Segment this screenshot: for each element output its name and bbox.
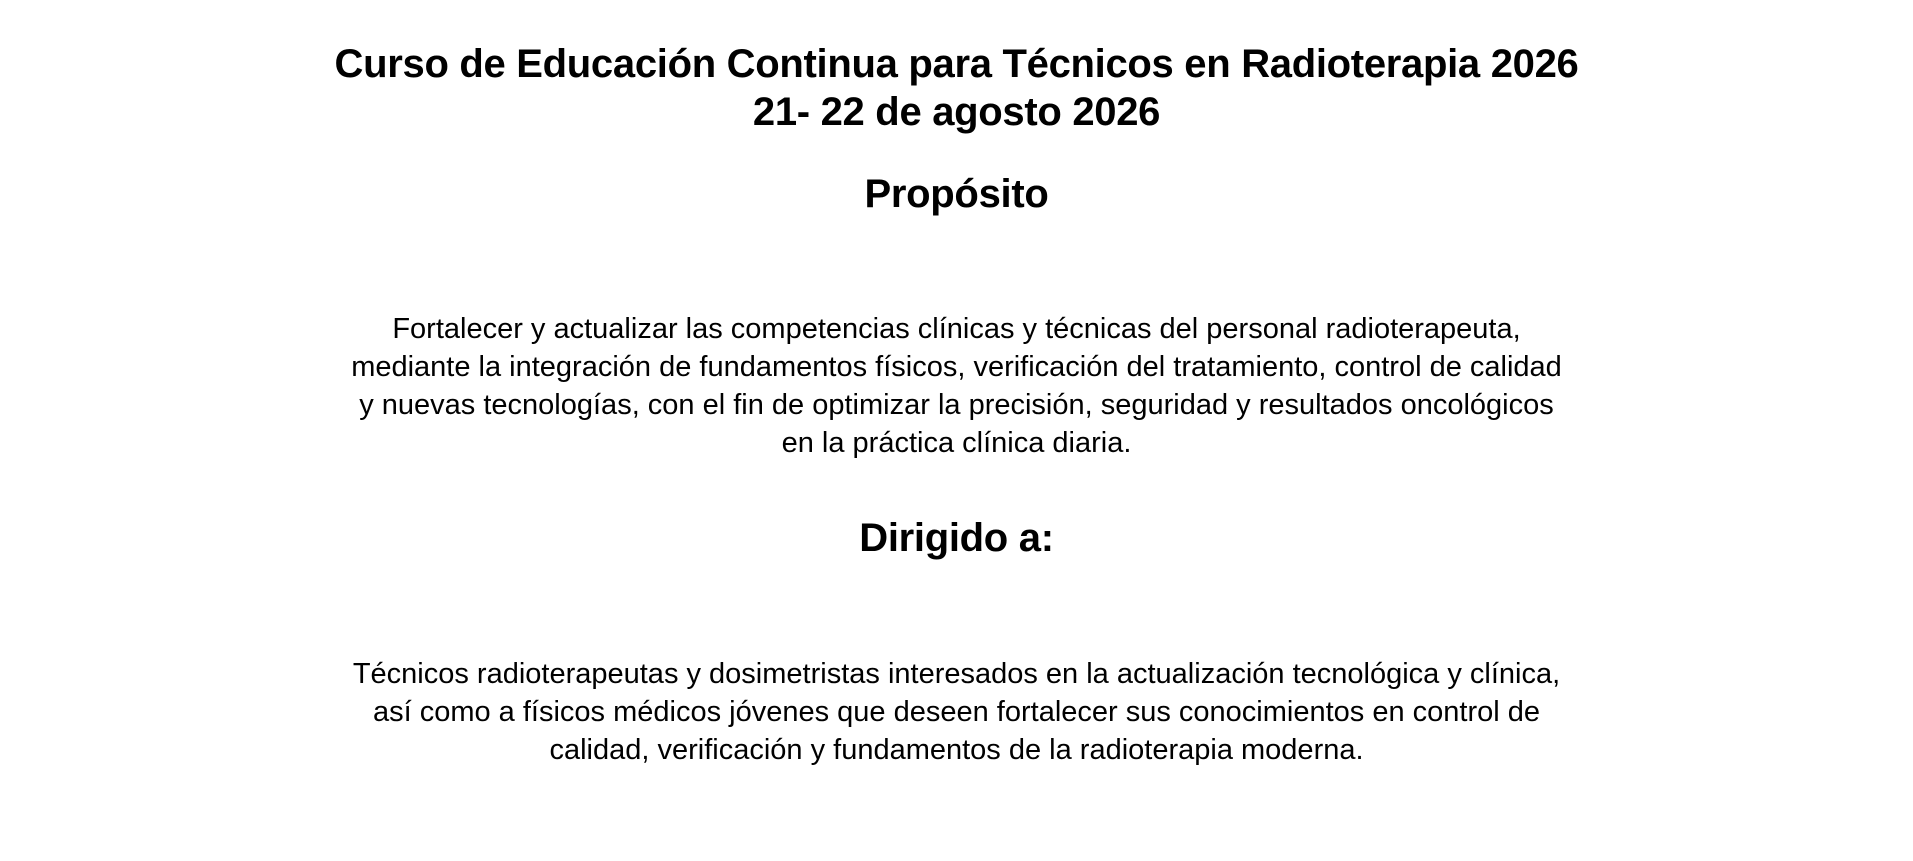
course-dates: 21- 22 de agosto 2026 [752, 90, 1161, 134]
section-heading-proposito: Propósito [864, 172, 1049, 216]
section-body-dirigido: Técnicos radioterapeutas y dosimetristas interesados en la actualización tecnológica y clínica, así como a físicos médicos jóvenes que deseen fortalecer sus conocimientos en control de calidad, verificación y fundamentos de la radioterapia moderna. [352, 658, 1561, 766]
section-body-proposito: Fortalecer y actualizar las competencias clínicas y técnicas del personal radioterapeuta, mediante la integración de fundamentos físicos, verificación del tratamiento, control de calidad y nuevas tecnologías, con el fin de optimizar la precisión, seguridad y resultados oncológicos en la práctica clínica diaria. [351, 313, 1562, 459]
section-heading-dirigido: Dirigido a: [859, 516, 1054, 560]
course-title-line: Curso de Educación Continua para Técnicos en Radioterapia 2026 [334, 42, 1579, 86]
course-title [0, 40, 1913, 136]
